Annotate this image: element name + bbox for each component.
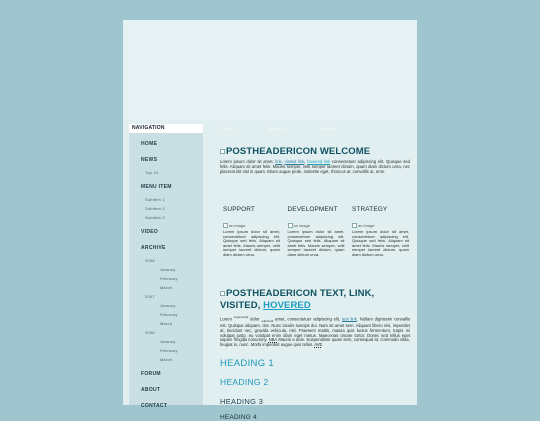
post-welcome bbox=[220, 146, 410, 174]
topnav-contact-link[interactable]: Contact bbox=[319, 126, 336, 131]
sidebar-item[interactable]: ABOUT bbox=[141, 387, 161, 393]
sidebar-subitem[interactable]: Subitem 2 bbox=[145, 206, 165, 211]
sidebar-subitem[interactable]: January bbox=[160, 339, 176, 344]
column-heading: DEVELOPMENT bbox=[287, 206, 338, 213]
post-welcome-text: Lorem ipsum dolor sit amet, link, visited link, hovered link consectetuer adipiscing elit. Quisque sed felis. Aliquam sit amet felis. Mauris semper, velit semper laoreet dictum, quam diam dictum urna, nec placerat elit nisl in quam. Etiam augue pede, molestie eget, rhoncus at, convallis ut, eros. bbox=[220, 159, 410, 174]
sidebar-item[interactable]: NEWS bbox=[141, 157, 158, 163]
sidebar-item[interactable]: HOME bbox=[141, 141, 158, 147]
post-header-icon bbox=[220, 291, 225, 296]
hovered-title-link[interactable]: HOVERED bbox=[263, 300, 311, 311]
column-text: Lorem ipsum dolor sit amet, consectetuer adipiscing elit. Quisque sed felis. Aliquam sit amet felis. Mauris semper, velit semper laoreet dictum, quam diam dictum urna. bbox=[352, 229, 409, 257]
post-text-links bbox=[220, 288, 410, 348]
column-strategy bbox=[352, 206, 409, 257]
sidebar-subitem[interactable]: Subitem 1 bbox=[145, 197, 165, 202]
heading-4: HEADING 4 bbox=[220, 414, 257, 421]
heading-1: HEADING 1 bbox=[220, 358, 274, 369]
sidebar-subitem[interactable]: January bbox=[160, 303, 176, 308]
header-banner bbox=[123, 20, 417, 120]
sidebar-subitem[interactable]: February bbox=[160, 276, 178, 281]
abbr-nba: NBA bbox=[268, 337, 278, 343]
sidebar-subitem[interactable]: 2006 bbox=[145, 330, 155, 335]
sidebar-item[interactable]: MENU ITEM bbox=[141, 184, 172, 190]
main-content bbox=[220, 146, 411, 421]
post-title-welcome: POSTHEADERICON WELCOME bbox=[220, 146, 410, 157]
sidebar-heading: NAVIGATION bbox=[129, 124, 203, 133]
post-text-body: Lorem $^{superscript}$ dolor $_{subscript}$ amet, consectetuer adipiscing elit, test link. Nullam dignissim convallis est. Quisque aliquam. cite. Nunc iaculis suscipit dui. Nam sit amet sem. Aliquam libero nisi, imperdiet at, tincidunt nec, gravida vehicula, nisl. Praesent mattis, massa quis luctus fermentum, turpis mi volutpat justo, eu volutpat enim diam eget metus. Maecenas ornare tortor. Donec sed tellus eget sapien fringilla nonummy. NBA Mauris a ante. Suspendisse quam sem, consequat at, commodo vitae, feugiat in, nunc. Morbi imperdiet augue quis tellus. AVE bbox=[220, 315, 411, 348]
broken-image-icon bbox=[223, 223, 228, 228]
top-nav bbox=[223, 126, 335, 131]
sidebar-subitem[interactable]: March bbox=[160, 321, 173, 326]
sidebar-subitem[interactable]: February bbox=[160, 348, 178, 353]
column-image: an image bbox=[288, 223, 345, 228]
feature-columns bbox=[223, 206, 409, 257]
sidebar-subitem[interactable]: February bbox=[160, 312, 178, 317]
visited-link[interactable]: visited link bbox=[284, 159, 305, 164]
topnav-home-link[interactable]: Home bbox=[223, 126, 235, 131]
column-heading: SUPPORT bbox=[223, 206, 256, 213]
subscript-text: subscript bbox=[261, 319, 274, 324]
sidebar-subitem[interactable]: Top 10 bbox=[145, 170, 159, 175]
link[interactable]: link bbox=[275, 159, 282, 164]
sidebar-nav-list bbox=[129, 142, 203, 409]
test-link[interactable]: test link bbox=[342, 316, 357, 322]
sidebar-subitem[interactable]: 2007 bbox=[145, 294, 155, 299]
sidebar-subitem[interactable]: March bbox=[160, 357, 173, 362]
broken-image-icon bbox=[352, 223, 357, 228]
broken-image-icon bbox=[288, 223, 293, 228]
hovered-link[interactable]: hovered link bbox=[307, 159, 331, 164]
column-text: Lorem ipsum dolor sit amet, consectetuer adipiscing elit. Quisque sed felis. Aliquam sit amet felis. Mauris semper, velit semper laoreet dictum, quam diam dictum urna. bbox=[287, 229, 345, 257]
superscript-text: superscript bbox=[233, 315, 249, 319]
sidebar-item[interactable]: ARCHIVE bbox=[141, 245, 166, 251]
topnav-about-link[interactable]: About us bbox=[268, 126, 286, 131]
abbr-ave: AVE bbox=[314, 342, 323, 348]
heading-3: HEADING 3 bbox=[220, 397, 264, 406]
sidebar-subitem[interactable]: January bbox=[160, 267, 176, 272]
column-image: an image bbox=[223, 223, 280, 228]
sidebar bbox=[129, 124, 203, 409]
sidebar-subitem[interactable]: 2008 bbox=[145, 258, 155, 263]
page-sheet bbox=[123, 20, 417, 421]
post-header-icon bbox=[220, 149, 225, 154]
column-development bbox=[288, 206, 345, 257]
sidebar-item[interactable]: CONTACT bbox=[141, 403, 168, 409]
sidebar-subitem[interactable]: Subitem 3 bbox=[145, 215, 165, 220]
column-image: an image bbox=[352, 223, 409, 228]
post-title-text-links: POSTHEADERICON TEXT, LINK, VISITED, HOVERED bbox=[220, 288, 375, 311]
heading-2: HEADING 2 bbox=[220, 377, 269, 387]
column-support bbox=[223, 206, 280, 257]
column-heading: STRATEGY bbox=[352, 206, 388, 213]
sidebar-item[interactable]: FORUM bbox=[141, 371, 161, 377]
sidebar-item[interactable]: VIDEO bbox=[141, 229, 159, 235]
column-text: Lorem ipsum dolor sit amet, consectetuer adipiscing elit. Quisque sed felis. Aliquam sit amet felis. Mauris semper, velit semper laoreet dictum, quam diam dictum urna. bbox=[223, 229, 280, 257]
sidebar-subitem[interactable]: March bbox=[160, 285, 173, 290]
